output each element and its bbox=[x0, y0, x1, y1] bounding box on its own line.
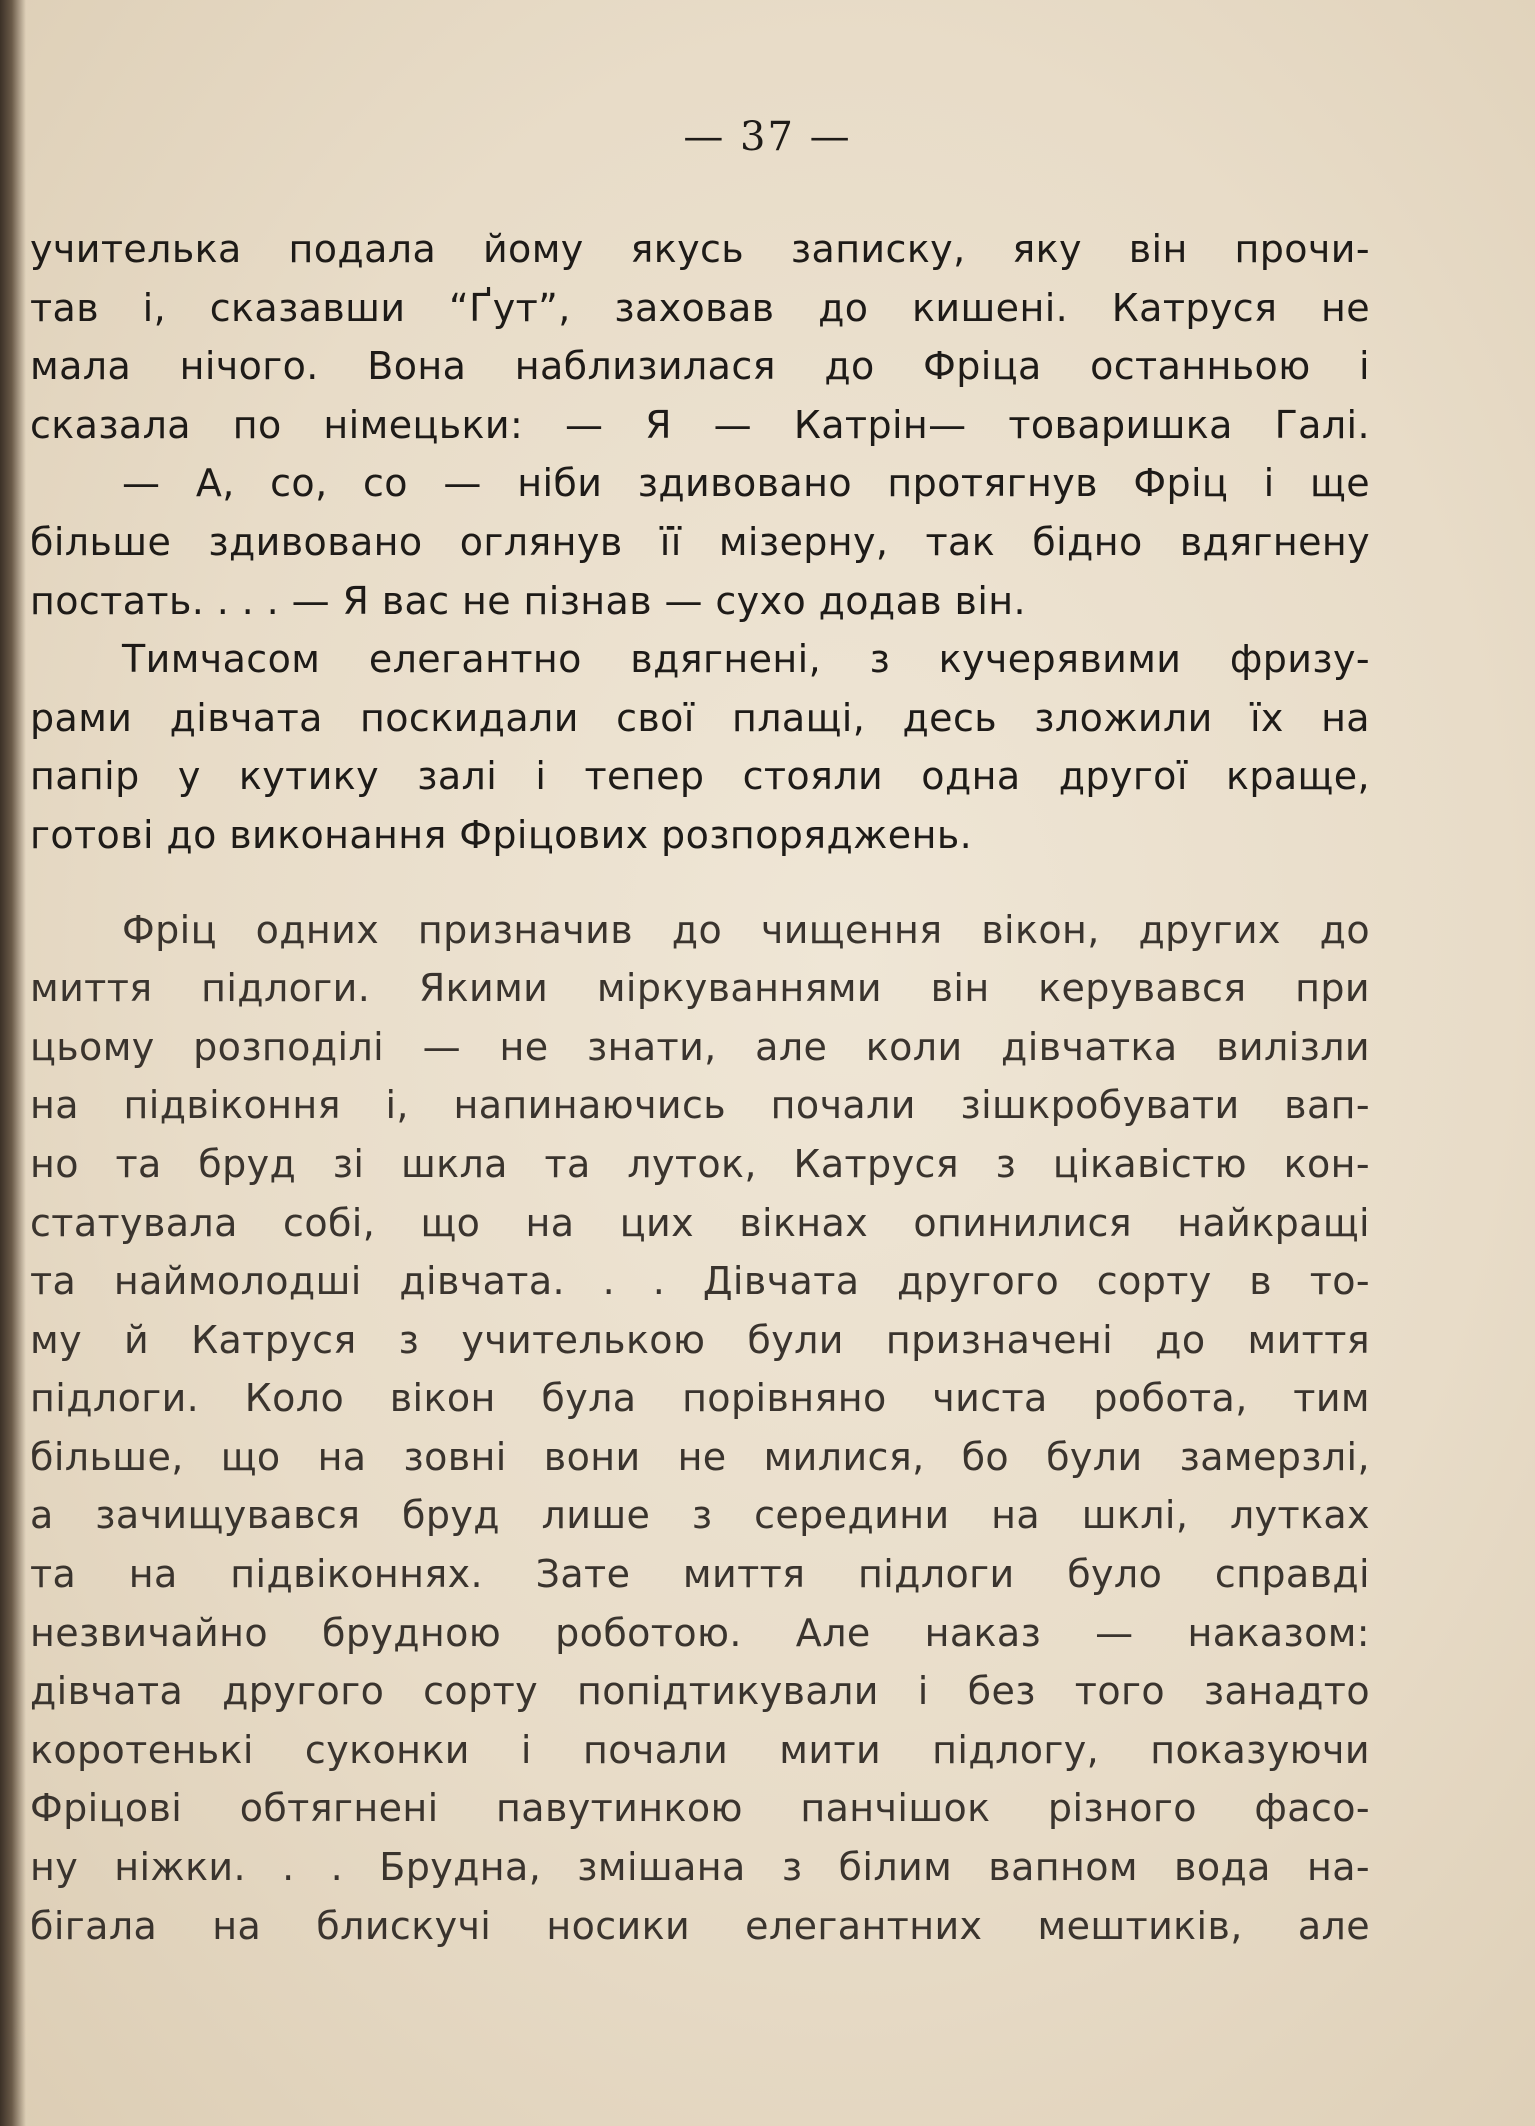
text-line: а зачищувався бруд лише з середини на шклі, лутках bbox=[30, 1493, 1370, 1538]
text-line: та на підвіконнях. Зате миття підлоги було справді bbox=[30, 1552, 1370, 1597]
text-line: на підвіконня і, напинаючись почали зішкробувати вап- bbox=[30, 1083, 1370, 1128]
text-line: статувала собі, що на цих вікнах опинилися найкращі bbox=[30, 1200, 1370, 1245]
text-line: бігала на блискучі носики елегантних мештиків, але bbox=[30, 1903, 1370, 1948]
text-line: постать. . . . — Я вас не пізнав — сухо додав він. bbox=[30, 578, 1027, 623]
text-line: — А, со, со — ніби здивовано протягнув Фріц і ще bbox=[122, 461, 1370, 506]
paragraph bbox=[30, 454, 1370, 630]
text-line: цьому розподілі — не знати, але коли дівчатка вилізли bbox=[30, 1024, 1370, 1069]
text-line: мала нічого. Вона наблизилася до Фріца останньою і bbox=[30, 344, 1370, 389]
text-line: більше, що на зовні вони не милися, бо були замерзлі, bbox=[30, 1434, 1370, 1479]
text-line: сказала по німецьки: — Я — Катрін— товаришка Галі. bbox=[30, 402, 1370, 447]
paragraph bbox=[30, 630, 1370, 864]
text-line: більше здивовано оглянув її мізерну, так бідно вдягнену bbox=[30, 519, 1370, 564]
page-number: — 37 — bbox=[683, 114, 852, 160]
text-line: учителька подала йому якусь записку, яку він прочи- bbox=[30, 227, 1370, 271]
text-line: коротенькі суконки і почали мити підлогу, показуючи bbox=[30, 1727, 1370, 1772]
text-line: незвичайно брудною роботою. Але наказ — наказом: bbox=[30, 1610, 1370, 1655]
paragraph-gap bbox=[30, 865, 1370, 901]
text-line: тав і, сказавши “Ґут”, заховав до кишені. Катруся не bbox=[30, 285, 1370, 330]
text-line: та наймолодші дівчата. . . Дівчата другого сорту в то- bbox=[30, 1259, 1370, 1304]
text-line: ну ніжки. . . Брудна, змішана з білим вапном вода на- bbox=[30, 1845, 1370, 1890]
text-line: папір у кутику залі і тепер стояли одна другої краще, bbox=[30, 754, 1370, 799]
text-line: миття підлоги. Якими міркуваннями він керувався при bbox=[30, 966, 1370, 1011]
body-text bbox=[30, 220, 1370, 1955]
text-line: дівчата другого сорту попідтикували і без того занадто bbox=[30, 1669, 1370, 1714]
paragraph bbox=[30, 901, 1370, 1956]
paragraph bbox=[30, 220, 1370, 454]
text-line: но та бруд зі шкла та луток, Катруся з цікавістю кон- bbox=[30, 1141, 1370, 1186]
text-line: підлоги. Коло вікон була порівняно чиста робота, тим bbox=[30, 1376, 1370, 1421]
text-line: готові до виконання Фріцових розпоряджень. bbox=[30, 812, 973, 857]
text-line: Тимчасом елегантно вдягнені, з кучерявими фризу- bbox=[122, 637, 1370, 682]
text-line: Фріцові обтягнені павутинкою панчішок різного фасо- bbox=[30, 1786, 1370, 1831]
text-line: му й Катруся з учителькою були призначені до миття bbox=[30, 1317, 1370, 1362]
text-line: рами дівчата поскидали свої плащі, десь зложили їх на bbox=[30, 695, 1370, 740]
page-binding-edge bbox=[0, 0, 26, 2126]
text-line: Фріц одних призначив до чищення вікон, других до bbox=[122, 907, 1370, 952]
